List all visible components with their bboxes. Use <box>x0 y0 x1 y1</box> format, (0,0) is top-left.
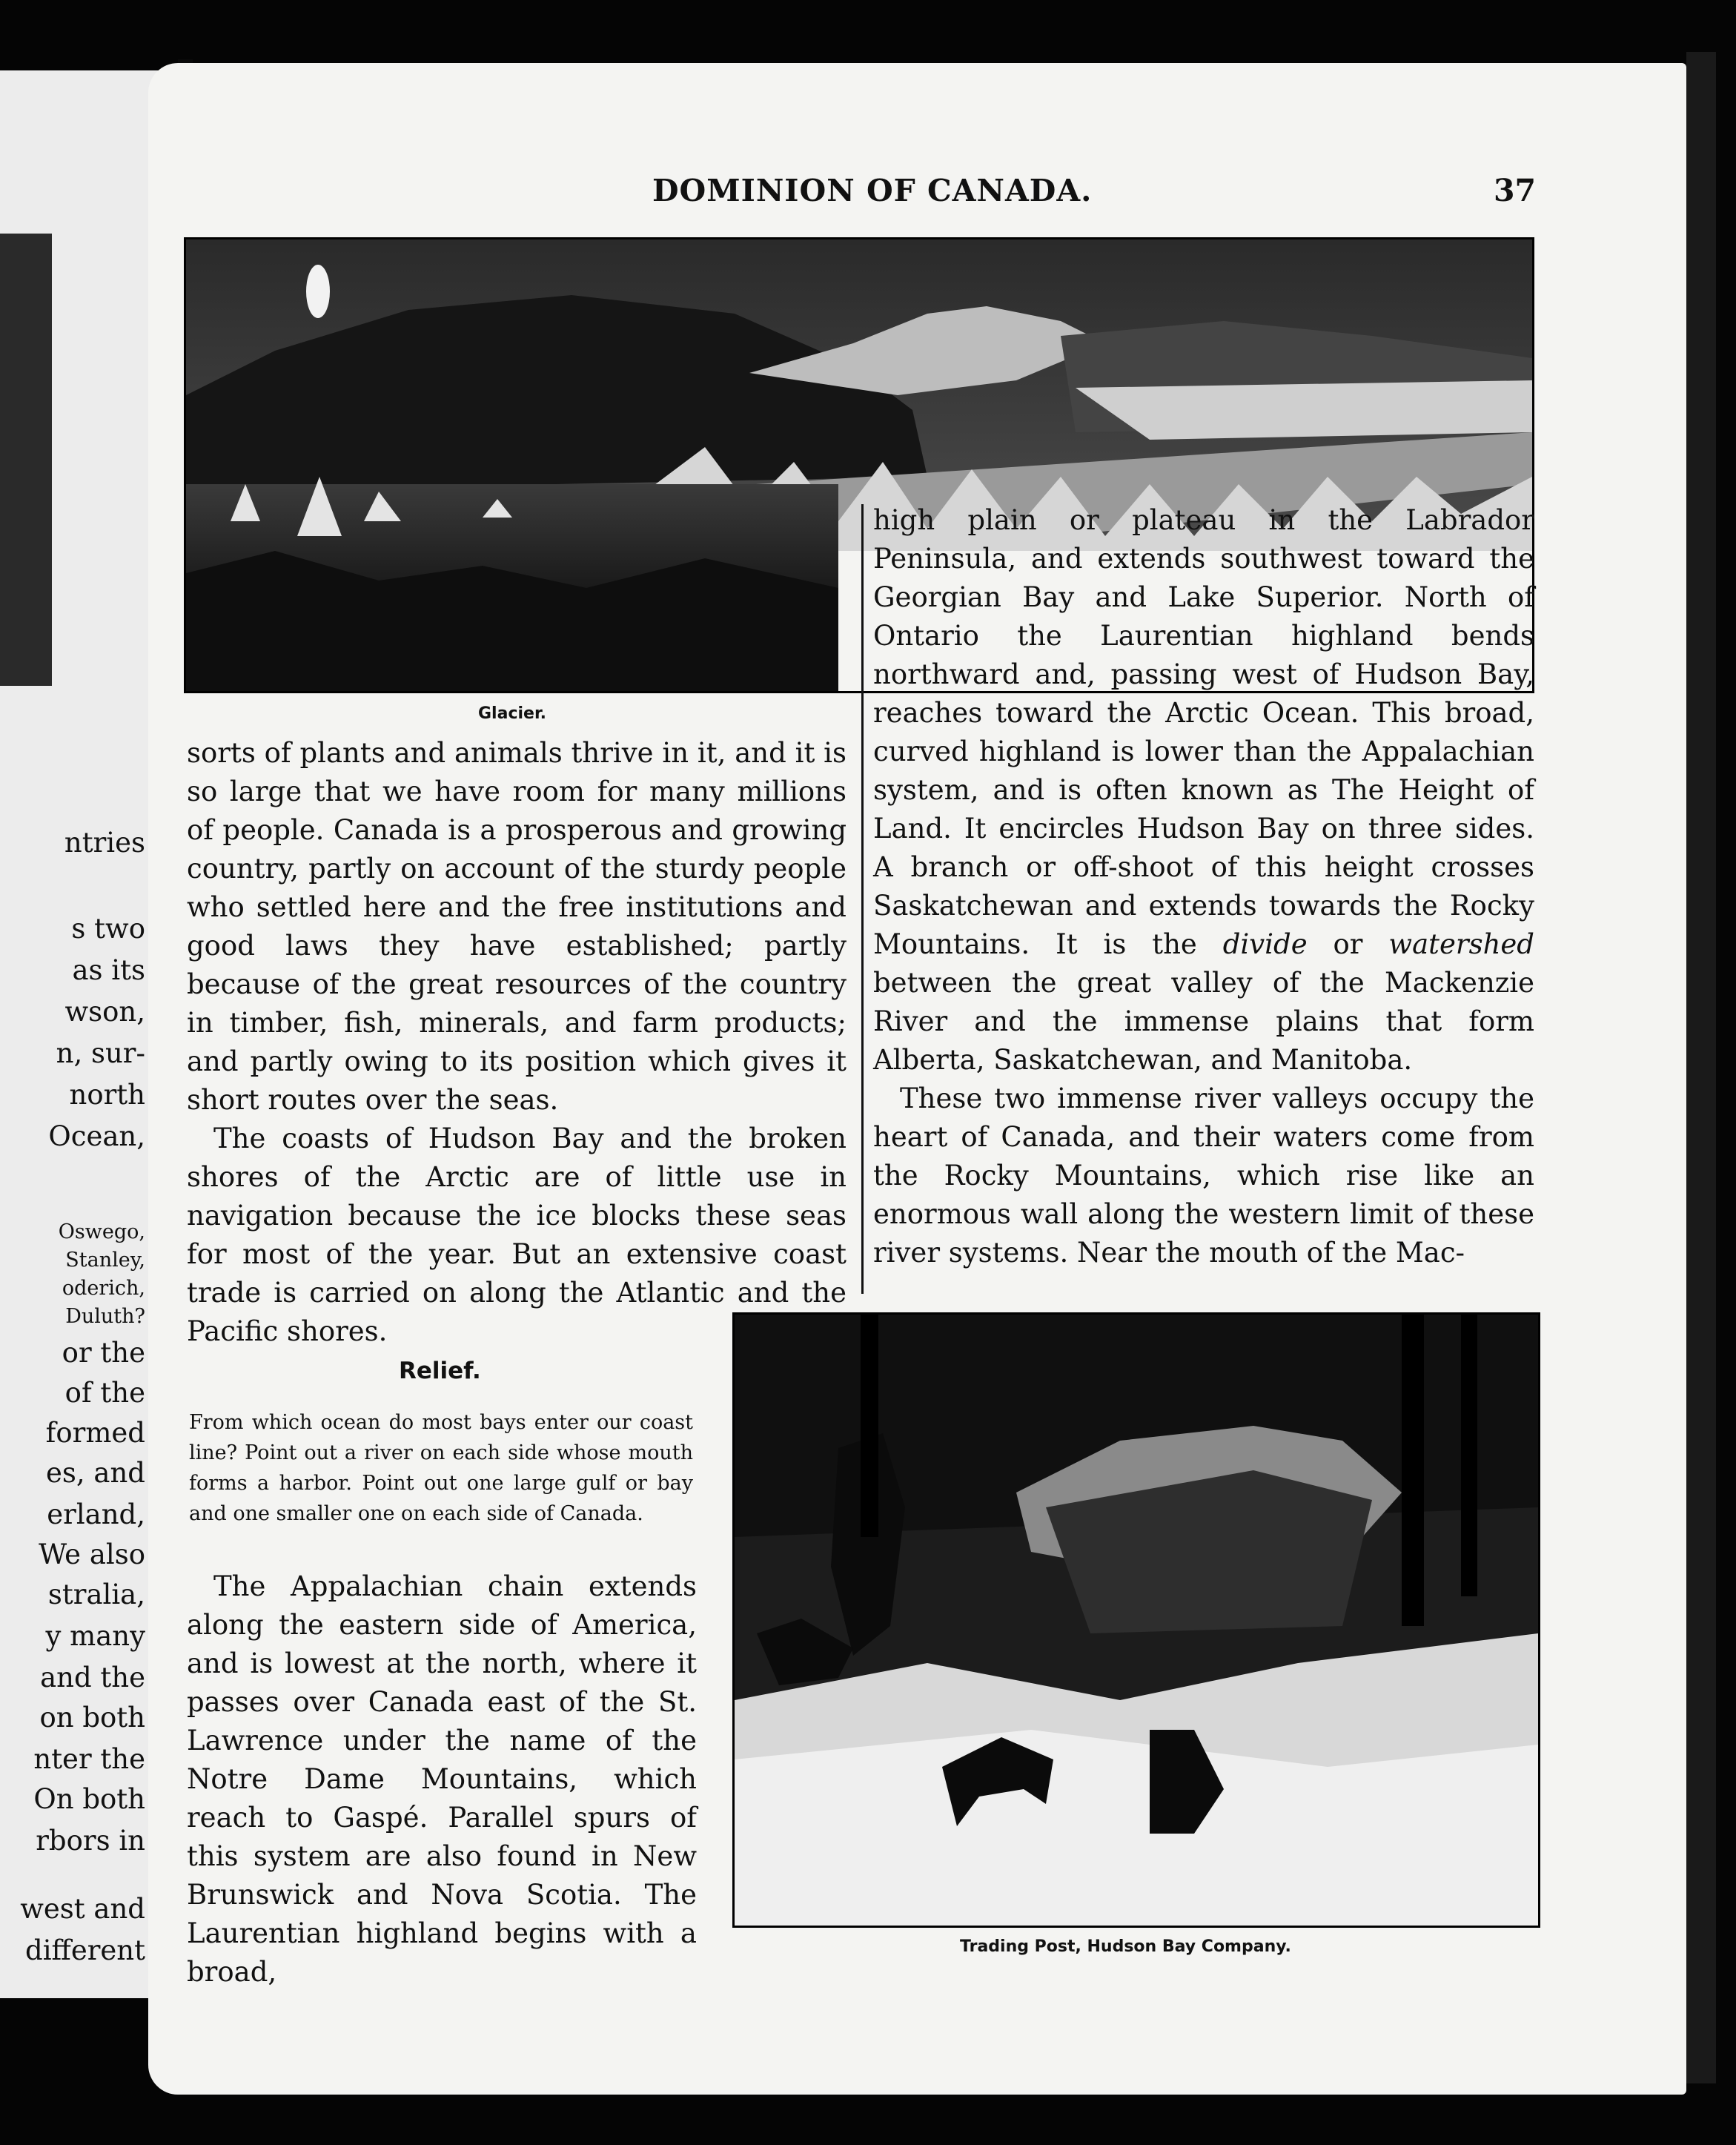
trading-post-engraving <box>735 1315 1538 1926</box>
left-page-fragment: wson, <box>64 996 145 1028</box>
left-page-fragment: on both <box>39 1702 145 1733</box>
left-page-fragment: oderich, <box>62 1277 145 1300</box>
left-page-fragment: north <box>69 1079 145 1111</box>
column-divider <box>861 504 864 1294</box>
left-page-fragment: s two <box>71 913 145 945</box>
relief-heading: Relief. <box>399 1358 481 1384</box>
trading-post-illustration <box>732 1312 1540 1928</box>
emphasis-divide: divide <box>1222 928 1308 960</box>
left-page-fragment: nter the <box>33 1743 145 1775</box>
left-page-fragment: Stanley, <box>65 1249 145 1272</box>
left-page-fragment: On both <box>33 1783 145 1815</box>
left-page-fragment: Oswego, <box>58 1220 145 1243</box>
left-page-fragment: as its <box>72 954 145 986</box>
left-page-fragment: rbors in <box>36 1825 145 1857</box>
left-column-top <box>187 734 847 1351</box>
trading-post-caption: Trading Post, Hudson Bay Company. <box>960 1937 1291 1956</box>
left-page-fragment: or the <box>62 1337 145 1369</box>
left-page-fragment: ntries <box>64 827 145 859</box>
relief-question: From which ocean do most bays enter our coast line? Point out a river on each side whose mouth forms a harbor. Point out one large gulf or bay and one smaller one on each side of Canada. <box>189 1411 693 1525</box>
left-page-fragment: We also <box>39 1538 145 1570</box>
glacier-caption: Glacier. <box>478 704 547 723</box>
left-page-fragment: Ocean, <box>48 1120 145 1152</box>
right-paragraph-1: high plain or plateau in the Labrador Peninsula, and extends southwest toward the Georgian Bay and Lake Superior. North of Ontario the Laurentian highland bends northward and, passing west of Hudson Bay, reaches toward the Arctic Ocean. This broad, curved highland is lower than the Appalachian system, and is often known as The Height of Land. It encircles Hudson Bay on three sides. A branch or off-shoot of this height crosses Saskatchewan and extends towards the Rocky Mountains. It is the divide or watershed between the great valley of the Mackenzie River and the immense plains that form Alberta, Saskatchewan, and Manitoba. <box>873 504 1534 1076</box>
left-page-fragment: different <box>25 1934 145 1966</box>
left-page-fragment: and the <box>40 1662 145 1693</box>
left-page-illustration <box>0 234 52 686</box>
emphasis-watershed: watershed <box>1388 928 1534 960</box>
right-column <box>873 501 1534 1272</box>
page-edge <box>1686 52 1716 2083</box>
left-paragraph-3: The Appalachian chain extends along the eastern side of America, and is lowest at the north, where it passes over Canada east of the St. Lawrence under the name of the Notre Dame Mountains, which reach to Gaspé. Parallel spurs of this system are also found in New Brunswick and Nova Scotia. The Laurentian highland begins with a broad, <box>187 1570 697 1988</box>
left-page-fragment: es, and <box>46 1457 145 1489</box>
left-page-fragment: erland, <box>47 1498 145 1530</box>
left-page-fragment: y many <box>45 1620 145 1652</box>
left-page-fragment: west and <box>20 1893 145 1925</box>
left-paragraph-1: sorts of plants and animals thrive in it, and it is so large that we have room for many millions of people. Canada is a prosperous and growing country, partly on account of the sturdy people who settled here and the free institutions and good laws they have established; partly because of the great resources of the country in timber, fish, minerals, and farm products; and partly owing to its position which gives it short routes over the seas. <box>187 737 847 1116</box>
left-page-fragment: n, sur- <box>56 1037 145 1069</box>
left-page-fragment: stralia, <box>47 1579 145 1610</box>
left-page-fragment: formed <box>45 1417 145 1449</box>
right-paragraph-2: These two immense river valleys occupy the heart of Canada, and their waters come from the Rocky Mountains, which rise like an enormous wall along the western limit of these river systems. Near the mouth of the Mac- <box>873 1083 1534 1269</box>
page-number: 37 <box>1494 173 1537 208</box>
left-page-fragment: Duluth? <box>65 1305 145 1328</box>
left-page-fragment: of the <box>64 1377 145 1409</box>
left-paragraph-2: The coasts of Hudson Bay and the broken shores of the Arctic are of little use in navigation because the ice blocks these seas for most of the year. But an extensive coast trade is carried on along the Atlantic and the Pacific shores. <box>187 1123 847 1347</box>
left-column-bottom <box>187 1567 697 1992</box>
running-head: DOMINION OF CANADA. <box>652 173 1093 208</box>
